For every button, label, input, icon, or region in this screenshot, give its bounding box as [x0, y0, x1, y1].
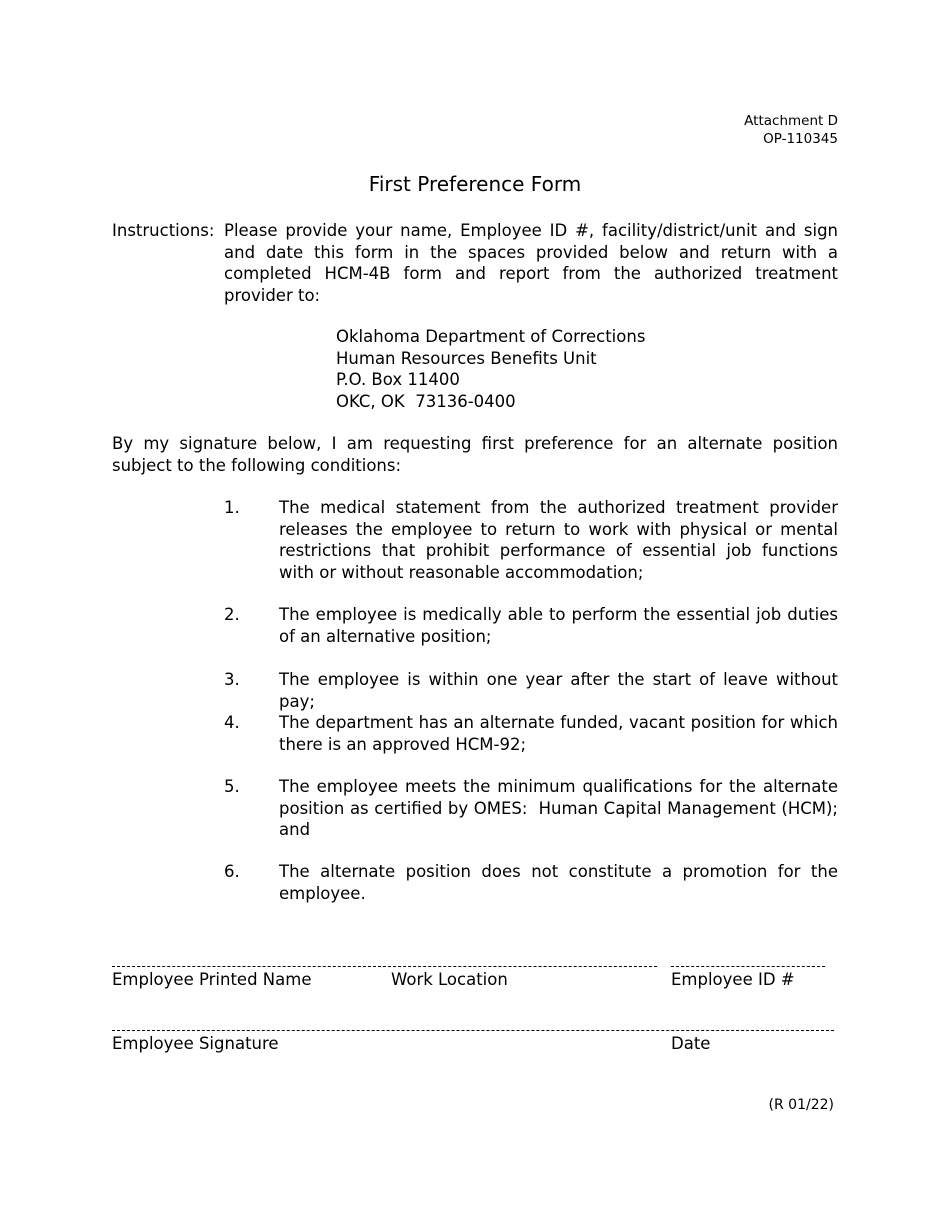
condition-number: 3. — [224, 670, 240, 689]
policy-number: OP-110345 — [763, 131, 838, 147]
instructions-text: Please provide your name, Employee ID #, facility/district/unit and sign and date this form in the spaces provided below and return with a completed HCM-4B form and report from the authorized treatment provider to: — [224, 221, 838, 305]
address-line: P.O. Box 11400 — [336, 370, 460, 389]
signature-date-line[interactable] — [112, 1030, 834, 1031]
document-reference — [744, 112, 838, 148]
condition-number: 6. — [224, 862, 240, 881]
address-line: Human Resources Benefits Unit — [336, 348, 597, 368]
date-label: Date — [671, 1034, 711, 1053]
instructions-label: Instructions: — [112, 221, 215, 240]
page-title: First Preference Form — [368, 172, 582, 196]
condition-text: The department has an alternate funded, vacant position for which there is an approved HCM-92; — [279, 713, 838, 754]
condition-text: The medical statement from the authorized treatment provider releases the employee to return to work with physical or mental restrictions that prohibit performance of essential job functions with or without reasonable accommodation; — [279, 498, 838, 582]
condition-text: The employee is medically able to perform the essential job duties of an alternative position; — [279, 605, 838, 646]
condition-number: 4. — [224, 713, 240, 732]
revision-date: (R 01/22) — [768, 1097, 834, 1113]
condition-number: 5. — [224, 777, 240, 796]
condition-number: 2. — [224, 605, 240, 624]
condition-number: 1. — [224, 498, 240, 517]
printed-name-location-line[interactable] — [112, 966, 657, 967]
request-statement: By my signature below, I am requesting first preference for an alternate position subject to the following conditions: — [112, 434, 838, 475]
work-location-label: Work Location — [391, 970, 508, 989]
employee-id-label: Employee ID # — [671, 970, 795, 989]
attachment-label: Attachment D — [744, 113, 838, 129]
address-line: Oklahoma Department of Corrections — [336, 327, 646, 346]
condition-text: The employee meets the minimum qualifications for the alternate position as certified by OMES: Human Capital Management (HCM); and — [279, 777, 844, 839]
condition-text: The alternate position does not constitute a promotion for the employee. — [279, 862, 838, 903]
address-line: OKC, OK 73136-0400 — [336, 391, 516, 411]
employee-id-line[interactable] — [671, 966, 825, 967]
printed-name-label: Employee Printed Name — [112, 970, 312, 989]
condition-text: The employee is within one year after the start of leave without pay; — [279, 670, 838, 711]
signature-label: Employee Signature — [112, 1034, 279, 1053]
mailing-address — [336, 326, 645, 412]
